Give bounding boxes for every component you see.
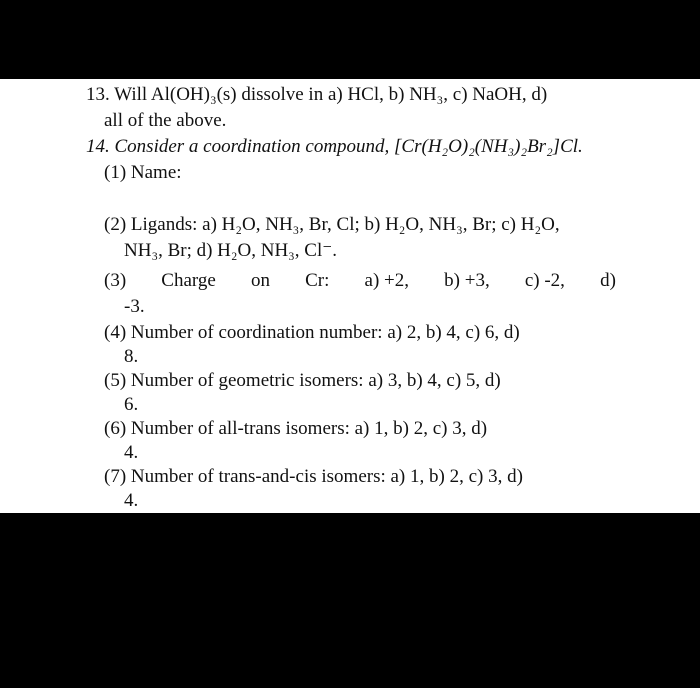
document-page <box>0 79 700 513</box>
part-3-charge-line-2: -3. <box>124 296 145 317</box>
part-5-geometric-line-1: (5) Number of geometric isomers: a) 3, b) 4, c) 5, d) <box>104 370 501 391</box>
question-13-line-2: all of the above. <box>104 110 227 131</box>
part-4-coordination-line-2: 8. <box>124 346 139 367</box>
part-2-ligands-line-1: (2) Ligands: a) H₂O, NH₃, Br, Cl; b) H₂O, NH₃, Br; c) H₂O, <box>104 214 560 235</box>
part-3-option-d: d) <box>600 270 616 291</box>
part-7-trans-cis-line-1: (7) Number of trans-and-cis isomers: a) 1, b) 2, c) 3, d) <box>104 466 523 487</box>
part-6-all-trans-line-2: 4. <box>124 442 139 463</box>
part-3-charge-line-1 <box>104 269 616 293</box>
question-13-line-1: 13. Will Al(OH)₃(s) dissolve in a) HCl, b) NH₃, c) NaOH, d) <box>86 84 548 105</box>
part-3-word: Charge <box>161 270 216 291</box>
part-3-word: (3) <box>104 270 127 291</box>
part-3-option-a: a) +2, <box>364 270 410 291</box>
part-7-trans-cis-line-2: 4. <box>124 490 139 511</box>
part-3-word: on <box>250 270 270 291</box>
part-3-word: Cr: <box>305 270 330 291</box>
part-5-geometric-line-2: 6. <box>124 394 139 415</box>
part-2-ligands-line-2: NH₃, Br; d) H₂O, NH₃, Cl⁻. <box>124 240 338 261</box>
question-14-stem: 14. Consider a coordination compound, [Cr(H₂O)₂(NH₃)₂Br₂]Cl. <box>86 136 583 157</box>
part-1-name: (1) Name: <box>104 162 182 183</box>
part-4-coordination-line-1: (4) Number of coordination number: a) 2, b) 4, c) 6, d) <box>104 322 520 343</box>
part-3-option-b: b) +3, <box>444 270 490 291</box>
part-6-all-trans-line-1: (6) Number of all-trans isomers: a) 1, b) 2, c) 3, d) <box>104 418 488 439</box>
part-3-option-c: c) -2, <box>524 270 565 291</box>
